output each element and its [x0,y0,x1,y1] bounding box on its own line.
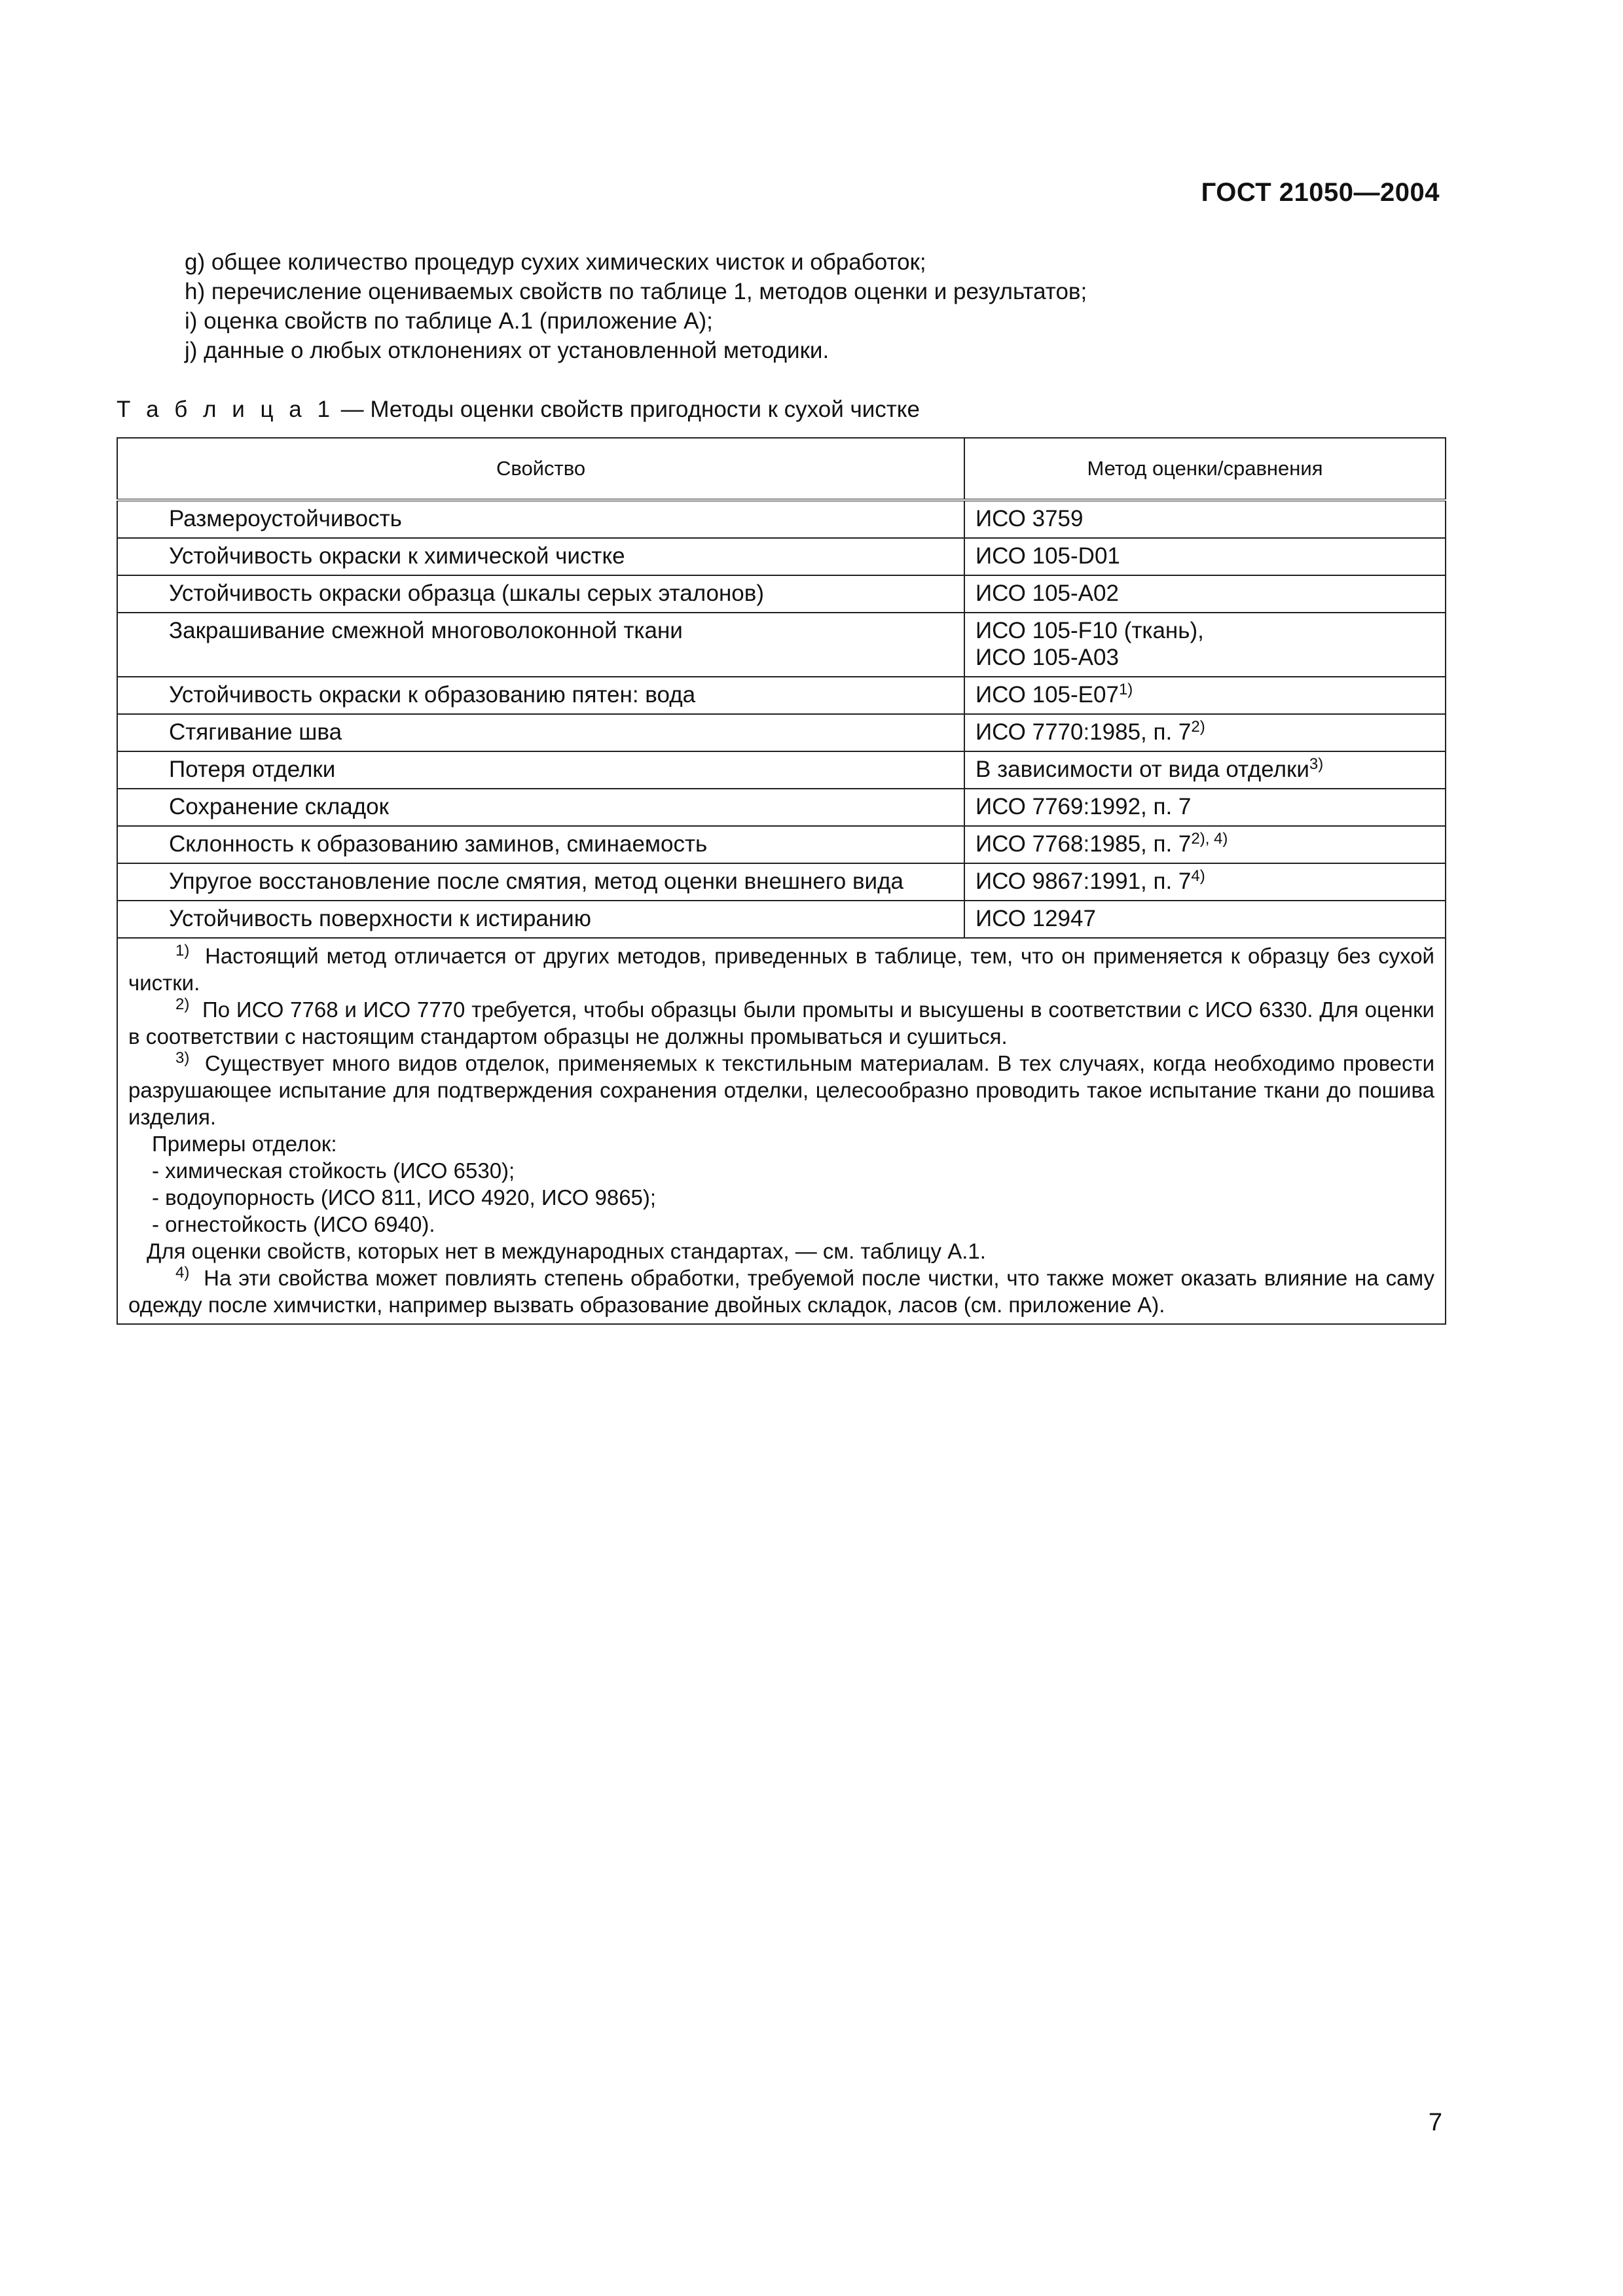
footnote-1 [128,942,1434,996]
table-row [117,826,1446,863]
table-caption-prefix: Т а б л и ц а 1 [117,397,335,422]
method-text: ИСО 105-А02 [976,581,1119,606]
footnote-mark: 2) [175,996,190,1013]
footnote-ref: 2) [1191,718,1205,736]
property-cell: Устойчивость поверхности к истиранию [117,901,964,938]
table-row [117,538,1446,575]
property-cell: Закрашивание смежной многоволоконной ткани [117,613,964,677]
footnote-mark: 3) [175,1049,190,1067]
document-code: ГОСТ 21050—2004 [1201,178,1440,207]
page-number: 7 [1428,2109,1442,2136]
list-item: g) общее количество процедур сухих химических чисток и обработок; [185,249,926,275]
property-cell: Устойчивость окраски образца (шкалы серых эталонов) [117,575,964,613]
footnote-2 [128,996,1434,1050]
method-cell [964,714,1446,751]
property-cell: Склонность к образованию заминов, сминаемость [117,826,964,863]
method-text-line2: ИСО 105-А03 [976,645,1119,670]
table-row [117,613,1446,677]
table-notes-row [117,938,1446,1324]
table-row [117,714,1446,751]
examples-title: Примеры отделок: [152,1132,337,1156]
table-header-row [117,438,1446,500]
footnote-4 [128,1265,1434,1318]
method-text: ИСО 7770:1985, п. 7 [976,719,1192,745]
method-text: ИСО 7769:1992, п. 7 [976,794,1192,819]
table-row [117,500,1446,538]
table-row [117,751,1446,789]
property-cell: Размероустойчивость [117,500,964,538]
method-cell [964,826,1446,863]
footnote-text: Настоящий метод отличается от других методов, приведенных в таблице, тем, что он применяется к образцу без сухой чистки. [128,944,1434,995]
table-row [117,575,1446,613]
footnote-ref: 2), 4) [1191,830,1228,848]
footnote-ref: 3) [1309,755,1324,773]
method-cell [964,613,1446,677]
table-caption [117,397,920,423]
method-text: ИСО 105-Е07 [976,682,1119,708]
method-cell [964,901,1446,938]
example-item: - водоупорность (ИСО 811, ИСО 4920, ИСО 9865); [152,1185,657,1210]
footnote-3-tail: Для оценки свойств, которых нет в международных стандартах, — см. таблицу А.1. [147,1239,986,1263]
list-item: j) данные о любых отклонениях от установленной методики. [185,338,830,363]
method-text: ИСО 9867:1991, п. 7 [976,869,1192,894]
method-cell [964,677,1446,714]
table-row [117,901,1446,938]
footnote-text: На эти свойства может повлиять степень обработки, требуемой после чистки, что также может оказать влияние на саму одежду после химчистки, например вызвать образование двойных складок, ласов (см. приложение А). [128,1266,1435,1317]
method-text: ИСО 3759 [976,506,1084,531]
table-footnotes [117,938,1446,1324]
footnote-3 [128,1050,1434,1130]
property-cell: Устойчивость окраски к химической чистке [117,538,964,575]
table-caption-text: — Методы оценки свойств пригодности к сухой чистке [334,397,920,422]
list-item: i) оценка свойств по таблице А.1 (приложение А); [185,308,713,334]
footnote-mark: 1) [175,942,190,960]
table-row [117,677,1446,714]
properties-table [117,437,1446,1325]
method-text: В зависимости от вида отделки [976,757,1309,782]
list-item: h) перечисление оцениваемых свойств по таблице 1, методов оценки и результатов; [185,279,1087,304]
property-cell: Сохранение складок [117,789,964,826]
method-cell [964,863,1446,901]
footnote-text: Существует много видов отделок, применяемых к текстильным материалам. В тех случаях, когда необходимо провести разрушающее испытание для подтверждения сохранения отделки, целесообразно проводить такое испытание ткани до пошива изделия. [128,1051,1435,1129]
column-header-property: Свойство [117,438,964,500]
method-cell [964,500,1446,538]
table-row [117,789,1446,826]
method-text: ИСО 105-F10 (ткань), [976,618,1204,643]
column-header-method: Метод оценки/сравнения [964,438,1446,500]
requirements-list [185,247,1461,365]
property-cell: Устойчивость окраски к образованию пятен: вода [117,677,964,714]
property-cell: Потеря отделки [117,751,964,789]
method-text: ИСО 12947 [976,906,1096,931]
example-item: - огнестойкость (ИСО 6940). [152,1212,435,1236]
footnote-ref: 4) [1191,867,1205,885]
footnote-mark: 4) [175,1264,190,1282]
example-item: - химическая стойкость (ИСО 6530); [152,1158,515,1183]
method-cell [964,575,1446,613]
method-cell [964,789,1446,826]
table-row [117,863,1446,901]
footnote-text: По ИСО 7768 и ИСО 7770 требуется, чтобы образцы были промыты и высушены в соответствии с ИСО 6330. Для оценки в соответствии с настоящим стандартом образцы не должны промываться и сушиться. [128,997,1434,1049]
method-cell [964,538,1446,575]
method-text: ИСО 105-D01 [976,543,1120,569]
property-cell: Стягивание шва [117,714,964,751]
method-text: ИСО 7768:1985, п. 7 [976,831,1192,857]
footnote-ref: 1) [1118,681,1133,698]
property-cell: Упругое восстановление после смятия, метод оценки внешнего вида [117,863,964,901]
method-cell [964,751,1446,789]
